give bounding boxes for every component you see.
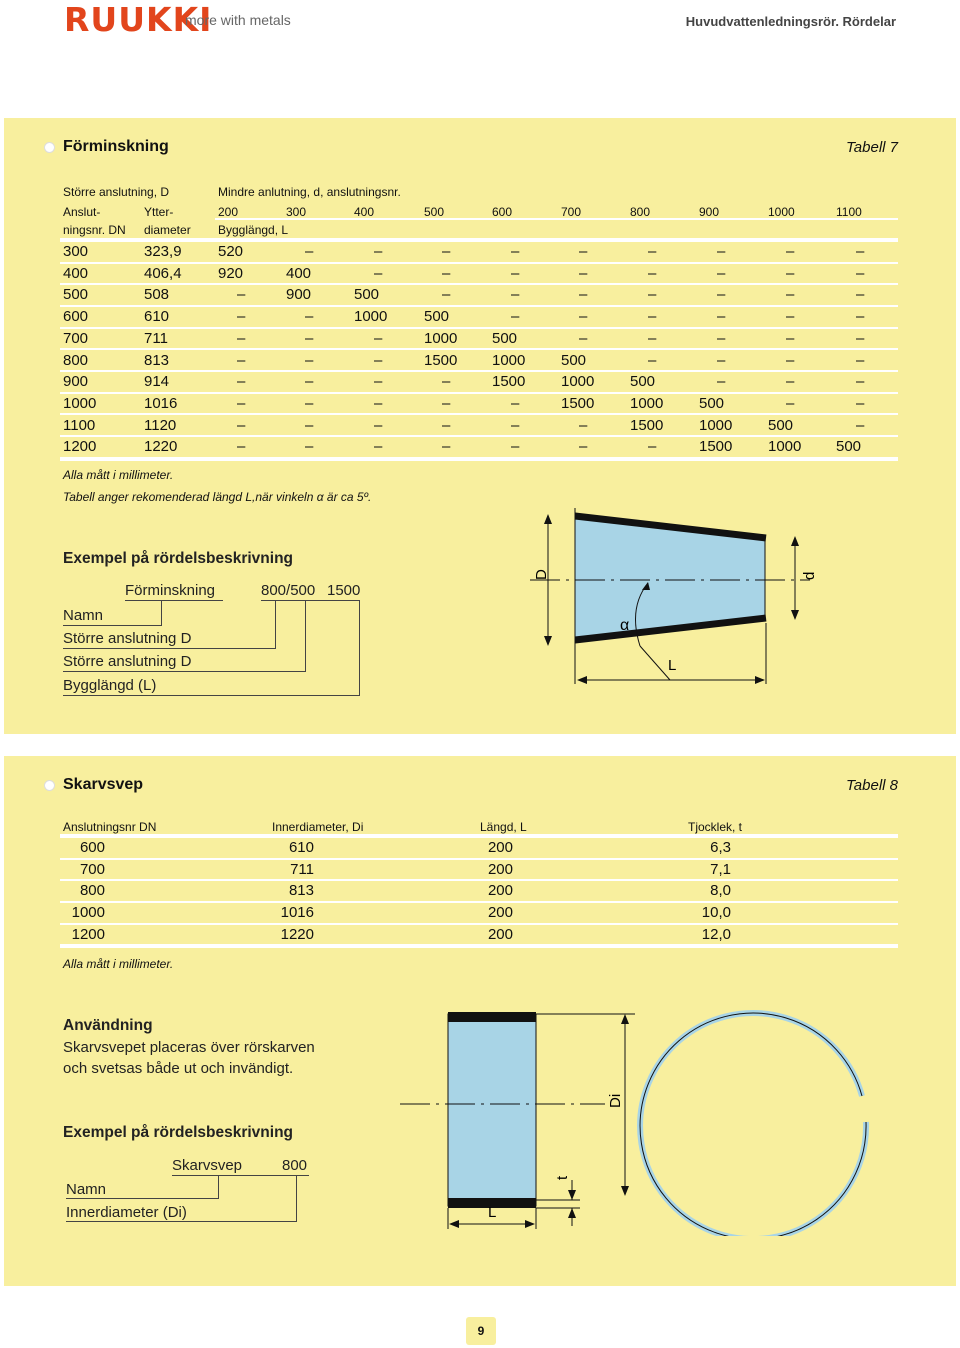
example1-title: Exempel på rördelsbeskrivning [63, 550, 294, 567]
leader-line [172, 1175, 309, 1176]
table7-head-diameter: diameter [144, 223, 191, 237]
table7-cell: – [511, 308, 520, 326]
table7-col-header: 900 [699, 205, 720, 219]
table7-cell: 1500 [699, 438, 733, 456]
table7-cell: – [237, 438, 246, 456]
table7-cell: – [374, 351, 383, 369]
table7-cell: – [786, 243, 795, 260]
usage-title: Användning [63, 1017, 153, 1034]
table7-cell: – [305, 308, 314, 326]
table7-cell: 520 [218, 243, 244, 260]
ruukki-logo: RUUKKI [64, 0, 213, 39]
divider [60, 238, 898, 242]
divider [60, 944, 898, 948]
leader-line [63, 648, 275, 649]
table7-cell-dn: 800 [63, 351, 89, 369]
table8-cell: 1220 [280, 925, 314, 943]
example1-name-value: Förminskning [125, 582, 216, 599]
table8-col-header: Tjocklek, t [688, 820, 743, 834]
table7-cell: 1500 [424, 351, 458, 369]
table7-cell: 1500 [630, 416, 664, 434]
table7-cell: – [305, 373, 314, 391]
table8-cell: 6,3 [710, 839, 731, 856]
label-alpha: α [620, 617, 630, 634]
table7-cell: – [237, 329, 246, 347]
table8-col-header: Anslutningsnr DN [63, 820, 157, 834]
table7-cell-od: 813 [144, 351, 170, 369]
leader-line [359, 600, 360, 696]
table7-cell: – [856, 286, 865, 304]
table7-cell: – [442, 264, 451, 282]
table7-cell: – [305, 394, 314, 412]
table7-cell-dn: 300 [63, 243, 89, 260]
example2-name-value: Skarvsvep [172, 1157, 243, 1174]
table7-cell: – [579, 329, 588, 347]
usage-line1: Skarvsvepet placeras över rörskarven [63, 1039, 315, 1056]
table7-cell: 500 [699, 394, 725, 412]
divider [60, 305, 898, 307]
table7-cell: – [579, 264, 588, 282]
divider [60, 923, 898, 925]
divider [215, 218, 898, 220]
label-D: D [533, 569, 550, 580]
table7-cell: – [856, 243, 865, 260]
table7-cell: 500 [424, 308, 450, 326]
table7-cell: – [856, 329, 865, 347]
table8-cell: 200 [487, 882, 513, 900]
divider [60, 370, 898, 372]
table7-cell-od: 914 [144, 373, 170, 391]
table7-cell: 1500 [492, 373, 526, 391]
table7-cell-dn: 900 [63, 373, 89, 391]
table7-cell: – [786, 351, 795, 369]
table7-col-header: 500 [424, 205, 445, 219]
table7-cell: 1000 [768, 438, 802, 456]
example1-length-value: 1500 [327, 582, 361, 599]
table7-cell: – [305, 243, 314, 260]
table7-cell-dn: 1200 [63, 438, 97, 456]
table7-col-header: 800 [630, 205, 651, 219]
table7-cell-dn: 700 [63, 329, 89, 347]
table7-col-header: 400 [354, 205, 375, 219]
table7-cell-od: 1120 [144, 416, 177, 434]
table7-note-angle: Tabell anger rekomenderad längd L,när vinkeln α är ca 5º. [63, 490, 372, 504]
label-L: L [668, 657, 677, 674]
label-d: d [801, 571, 818, 580]
example1-label-storre1: Större anslutning D [63, 630, 192, 647]
table7-cell: – [374, 329, 383, 347]
table7-cell: 500 [630, 373, 656, 391]
table7-cell: – [648, 243, 657, 260]
table7-head-dn: ningsnr. DN [63, 223, 126, 237]
table7-cell: – [511, 243, 520, 260]
table7-head-ytter: Ytter- [144, 205, 174, 219]
table7-cell: – [442, 438, 451, 456]
table7-cell: – [786, 329, 795, 347]
table7-cell: 1500 [561, 394, 595, 412]
table7-cell: – [856, 351, 865, 369]
table8-cell: 600 [79, 839, 105, 856]
table7-cell-od: 610 [144, 308, 170, 326]
table7-cell: – [648, 264, 657, 282]
table7-cell: – [648, 438, 657, 456]
table7-cell: – [511, 416, 520, 434]
table8-label: Tabell 8 [846, 777, 898, 794]
table8-cell: 12,0 [701, 925, 731, 943]
tagline: more with metals [185, 12, 291, 28]
sleeve-diagram [400, 1004, 880, 1236]
table7-cell: 400 [286, 264, 312, 282]
table7-cell: – [374, 394, 383, 412]
table7-cell: – [786, 373, 795, 391]
table7-col-header: 1000 [768, 205, 795, 219]
leader-line [63, 695, 359, 696]
table7-cell: – [579, 286, 588, 304]
table7-cell: – [374, 373, 383, 391]
table7-cell: – [237, 351, 246, 369]
table8-cell: 711 [290, 860, 314, 878]
table8-cell: 700 [79, 860, 105, 878]
divider [60, 834, 898, 838]
table7-cell: – [717, 286, 726, 304]
table7-cell: 1000 [561, 373, 595, 391]
table7-cell: – [305, 416, 314, 434]
table7-cell: 500 [768, 416, 794, 434]
table7-col-header: 700 [561, 205, 582, 219]
table8-cell: 7,1 [710, 860, 731, 878]
table7-cell-dn: 500 [63, 286, 89, 304]
sleeve-body [448, 1014, 536, 1206]
example2-label-namn: Namn [66, 1181, 107, 1198]
table8-cell: 800 [79, 882, 105, 900]
table7-cell: – [648, 308, 657, 326]
table7-note-units: Alla mått i millimeter. [63, 468, 174, 482]
leader-line [275, 600, 276, 649]
example2-label-inner: Innerdiameter (Di) [66, 1204, 187, 1221]
divider [60, 262, 898, 264]
table7-cell: 500 [561, 351, 587, 369]
table7-cell: – [442, 243, 451, 260]
table7-head-large: Större anslutning, D [63, 185, 170, 199]
table7-cell-od: 323,9 [144, 243, 182, 260]
divider [60, 348, 898, 350]
table7-cell: – [717, 351, 726, 369]
table8-cell: 1200 [71, 925, 105, 943]
table8-cell: 813 [288, 882, 314, 900]
table7-cell: – [305, 351, 314, 369]
table7-cell: – [579, 438, 588, 456]
table7-cell: – [237, 394, 246, 412]
table7-cell: – [786, 308, 795, 326]
divider [60, 283, 898, 285]
table7-cell: 1000 [630, 394, 664, 412]
table7-col-header: 300 [286, 205, 307, 219]
table7-cell: – [237, 308, 246, 326]
table7-cell-od: 1016 [144, 394, 178, 412]
leader-line [261, 600, 359, 601]
table7-cell: – [786, 264, 795, 282]
usage-line2: och svetsas både ut och invändigt. [63, 1060, 294, 1077]
table7-cell: – [237, 416, 246, 434]
label-t: t [554, 1175, 571, 1180]
table8-cell: 10,0 [701, 904, 731, 922]
table7-cell: – [856, 416, 865, 434]
table8-cell: 8,0 [710, 882, 731, 900]
table8-cell: 200 [487, 839, 513, 856]
table7-cell: – [511, 394, 520, 412]
table7-cell-od: 711 [144, 329, 168, 347]
leader-line [63, 671, 305, 672]
table7-cell-dn: 1000 [63, 394, 97, 412]
bullet-icon [44, 142, 55, 153]
document-title: Huvudvattenledningsrör. Rördelar [685, 14, 896, 29]
table7-cell: – [786, 394, 795, 412]
table8-col-header: Längd, L [480, 820, 527, 834]
table7-cell: – [717, 243, 726, 260]
table8-note-units: Alla mått i millimeter. [63, 957, 174, 971]
table7-cell: – [374, 264, 383, 282]
table8-cell: 200 [487, 904, 513, 922]
example2-dia-value: 800 [282, 1157, 308, 1174]
table7-title: Förminskning [63, 138, 169, 155]
table7-cell: – [442, 416, 451, 434]
table7-cell: – [442, 373, 451, 391]
table7-cell: – [717, 373, 726, 391]
table7-cell: – [648, 286, 657, 304]
table7-cell-od: 406,4 [144, 264, 182, 282]
table7-cell: – [786, 286, 795, 304]
table7-cell-dn: 400 [63, 264, 89, 282]
table7-cell: – [717, 264, 726, 282]
table7-cell: 1000 [354, 308, 388, 326]
table7-cell: – [442, 286, 451, 304]
table7-cell: – [856, 308, 865, 326]
table8-cell: 610 [288, 839, 314, 856]
table7-cell-od: 508 [144, 286, 170, 304]
example1-label-namn: Namn [63, 607, 104, 624]
divider [60, 435, 898, 437]
table7-cell: 1000 [699, 416, 733, 434]
table7-cell: 920 [218, 264, 244, 282]
table7-col-header: 200 [218, 205, 239, 219]
table7-cell: – [856, 373, 865, 391]
table7-cell: – [579, 416, 588, 434]
label-L: L [488, 1204, 497, 1221]
divider [60, 392, 898, 394]
leader-line [63, 625, 161, 626]
leader-line [125, 600, 223, 601]
bullet-icon [44, 780, 55, 791]
example1-dims-value: 800/500 [261, 582, 316, 599]
table7-cell: 1000 [424, 329, 458, 347]
page-number: 9 [466, 1317, 496, 1345]
sleeve-ring [640, 1013, 866, 1236]
table7-cell: – [648, 329, 657, 347]
leader-line [161, 600, 162, 626]
table7-cell: 900 [286, 286, 312, 304]
table7-cell: – [648, 351, 657, 369]
table7-cell: – [511, 264, 520, 282]
example1-label-storre2: Större anslutning D [63, 653, 192, 670]
table7-cell: – [856, 264, 865, 282]
table8-cell: 200 [487, 925, 513, 943]
table7-head-length: Bygglängd, L [218, 223, 289, 237]
divider [60, 901, 898, 903]
leader-line [66, 1198, 218, 1199]
table7-label: Tabell 7 [846, 139, 898, 156]
table7-cell: 500 [354, 286, 380, 304]
leader-line [218, 1175, 219, 1199]
table8-cell: 1000 [71, 904, 105, 922]
divider [60, 858, 898, 860]
table7-cell: 500 [492, 329, 518, 347]
table7-cell: 1000 [492, 351, 526, 369]
table7-cell: – [374, 438, 383, 456]
table7-cell: 500 [836, 438, 862, 456]
divider [60, 413, 898, 415]
table7-cell: – [237, 286, 246, 304]
table7-cell-dn: 600 [63, 308, 89, 326]
table7-cell: – [579, 308, 588, 326]
table7-cell: – [579, 243, 588, 260]
divider [60, 457, 898, 461]
leader-line [296, 1175, 297, 1222]
table7-cell: – [442, 394, 451, 412]
example1-label-bygg: Bygglängd (L) [63, 677, 157, 694]
table7-cell: – [856, 394, 865, 412]
table7-cell: – [305, 438, 314, 456]
table7-cell: – [374, 243, 383, 260]
table7-cell: – [305, 329, 314, 347]
table8-cell: 1016 [280, 904, 314, 922]
table7-cell: – [511, 286, 520, 304]
table7-cell: – [237, 373, 246, 391]
divider [60, 327, 898, 329]
label-Di: Di [607, 1093, 624, 1108]
leader-line [305, 600, 306, 672]
table7-col-header: 1100 [836, 205, 862, 219]
example2-title: Exempel på rördelsbeskrivning [63, 1124, 294, 1141]
table7-cell-od: 1220 [144, 438, 178, 456]
table7-cell-dn: 1100 [63, 416, 96, 434]
table7-col-header: 600 [492, 205, 513, 219]
leader-line [66, 1221, 296, 1222]
table8-col-header: Innerdiameter, Di [272, 820, 364, 834]
table7-cell: – [717, 329, 726, 347]
table7-cell: – [511, 438, 520, 456]
table7-head-small: Mindre anlutning, d, anslutningsnr. [218, 185, 401, 199]
reducer-diagram [520, 508, 820, 688]
table8-title: Skarvsvep [63, 776, 144, 793]
table7-cell: – [717, 308, 726, 326]
divider [60, 879, 898, 881]
table7-head-anslut: Anslut- [63, 205, 101, 219]
table7-cell: – [374, 416, 383, 434]
table8-cell: 200 [487, 860, 513, 878]
